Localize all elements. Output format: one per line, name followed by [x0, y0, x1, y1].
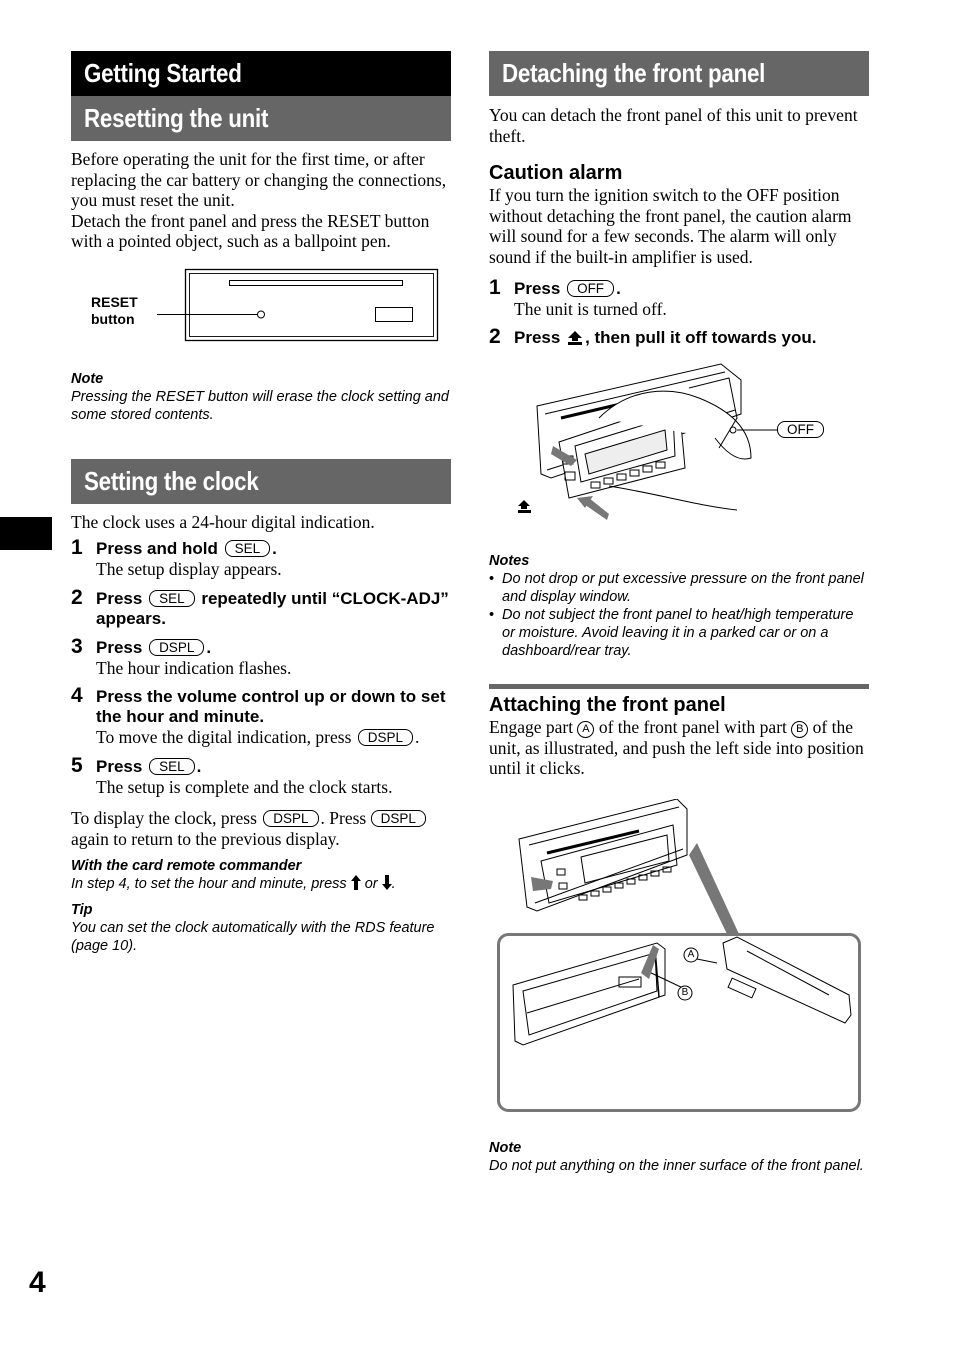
- text: of the unit, as illustrated, and push the left side into position until it clicks.: [489, 716, 864, 778]
- tip-text: You can set the clock automatically with the RDS feature (page 10).: [71, 920, 435, 954]
- reset-label-line2: button: [91, 310, 135, 327]
- clock-step-3: [71, 634, 451, 679]
- step-number: 2: [489, 324, 501, 348]
- dspl-key: DSPL: [149, 639, 204, 656]
- part-b-marker: B: [791, 721, 808, 738]
- section-title-bar: [71, 51, 451, 96]
- step-number: 3: [71, 634, 83, 658]
- chapter-tab: [0, 517, 52, 550]
- text: . Press: [320, 808, 367, 828]
- step-text: To move the digital indication, press: [96, 727, 352, 747]
- off-key-label: OFF: [777, 421, 824, 438]
- step-title: [96, 757, 451, 777]
- dspl-key: DSPL: [358, 729, 413, 746]
- text: of the front panel with part: [598, 716, 787, 737]
- step-text: Press: [96, 637, 143, 657]
- step-title: [514, 328, 869, 348]
- step-number: 5: [71, 753, 83, 777]
- step-title: [96, 589, 451, 629]
- clock-step-1: [71, 536, 451, 580]
- display-clock-text: [71, 808, 451, 849]
- right-column: [489, 51, 869, 1175]
- attach-text: [489, 717, 869, 779]
- sel-key: SEL: [149, 758, 195, 775]
- reset-heading-bar: [71, 96, 451, 141]
- text: In step 4, to set the hour and minute, press: [71, 876, 347, 892]
- release-icon: [567, 330, 583, 346]
- step-title: Press the volume control up or down to set the hour and minute.: [96, 687, 446, 726]
- step-desc: [96, 727, 451, 748]
- attach-illustration: [489, 799, 869, 1119]
- part-a-marker: A: [577, 721, 594, 738]
- reset-heading: Resetting the unit: [84, 103, 269, 133]
- clock-steps: [71, 536, 451, 797]
- detach-figure: [489, 358, 869, 546]
- section-title: Getting Started: [84, 58, 242, 88]
- detach-intro: You can detach the front panel of this unit to prevent theft.: [489, 105, 858, 146]
- step-text: Press: [96, 588, 143, 608]
- attach-heading: Attaching the front panel: [489, 693, 726, 716]
- step-text: .: [272, 539, 277, 558]
- step-title: [96, 539, 451, 559]
- clock-step-2: [71, 585, 451, 629]
- step-text: repeatedly until “CLOCK-ADJ” appears.: [96, 588, 449, 628]
- detach-note-2: • Do not subject the front panel to heat/high temperature or moisture. Avoid leaving it in a parked car or on a dashboard/rear tray.: [489, 606, 869, 660]
- step-title: [96, 638, 451, 658]
- tip-heading: Tip: [71, 902, 93, 918]
- caution-heading: Caution alarm: [489, 162, 623, 184]
- detach-heading-bar: [489, 51, 869, 96]
- unit-front-drawing: [71, 263, 451, 370]
- step-text: .: [616, 279, 621, 298]
- clock-heading: Setting the clock: [84, 465, 259, 496]
- detach-notes-heading: Notes: [489, 552, 530, 569]
- step-text: .: [415, 727, 420, 747]
- step-text: .: [206, 637, 212, 657]
- down-arrow-icon: [382, 875, 392, 890]
- step-text: Press: [514, 327, 561, 347]
- attach-figure: [489, 799, 869, 1119]
- clock-step-4: [71, 684, 451, 748]
- reset-note-text: Pressing the RESET button will erase the clock setting and some stored contents.: [71, 388, 449, 423]
- step-text: , then pull it off towards you.: [585, 327, 817, 347]
- off-label: [777, 421, 824, 440]
- sel-key: SEL: [225, 540, 271, 557]
- step-text: Press: [514, 279, 561, 298]
- step-desc: The hour indication flashes.: [96, 657, 292, 678]
- attach-section: [489, 684, 869, 717]
- step-text: Press and hold: [96, 539, 218, 558]
- figure-label-b: B: [681, 986, 689, 998]
- dspl-key: DSPL: [371, 810, 426, 827]
- left-column: [71, 51, 451, 955]
- caution-text: If you turn the ignition switch to the OFF position without detaching the front panel, the caution alarm will sound for a few seconds. The alarm will only sound if the built-in amplifier is used.: [489, 185, 852, 267]
- remote-text: [71, 875, 451, 893]
- clock-intro: The clock uses a 24-hour digital indication.: [71, 511, 375, 532]
- text: .: [391, 876, 396, 892]
- step-text: .: [196, 756, 202, 776]
- reset-para-2: Detach the front panel and press the RESET button with a pointed object, such as a ballpoint pen.: [71, 210, 430, 251]
- detach-note-1: • Do not drop or put excessive pressure on the front panel and display window.: [489, 570, 869, 606]
- reset-para-1: Before operating the unit for the first time, or after replacing the car battery or changing the connections, you must reset the unit.: [71, 149, 447, 210]
- step-number: 1: [71, 536, 83, 559]
- step-number: 4: [71, 684, 83, 707]
- step-number: 1: [489, 276, 501, 299]
- attach-note-heading: Note: [489, 1139, 522, 1156]
- text: or: [364, 876, 378, 892]
- off-key: OFF: [567, 280, 614, 297]
- detach-heading: Detaching the front panel: [502, 58, 766, 88]
- figure-label-a: A: [687, 948, 695, 960]
- reset-figure: [71, 263, 451, 370]
- step-number: 2: [71, 585, 83, 609]
- detach-step-1: [489, 276, 869, 320]
- detach-illustration: [489, 358, 869, 546]
- clock-heading-bar: [71, 459, 451, 504]
- reset-note-heading: Note: [71, 370, 104, 387]
- text: To display the clock, press: [71, 808, 257, 828]
- up-arrow-icon: [351, 875, 361, 890]
- attach-note-text: Do not put anything on the inner surface of the front panel.: [489, 1157, 864, 1174]
- dspl-key: DSPL: [263, 810, 318, 827]
- text: again to return to the previous display.: [71, 828, 340, 849]
- clock-step-5: [71, 753, 451, 798]
- remote-heading: With the card remote commander: [71, 858, 302, 874]
- sel-key: SEL: [149, 590, 195, 607]
- detach-step-2: [489, 324, 869, 348]
- step-desc: The setup is complete and the clock starts.: [96, 776, 393, 797]
- step-title: [514, 279, 869, 299]
- page-number: 4: [29, 1266, 46, 1299]
- step-text: Press: [96, 756, 143, 776]
- step-desc: The setup display appears.: [96, 559, 282, 579]
- step-desc: The unit is turned off.: [514, 299, 667, 319]
- reset-label-line1: RESET: [91, 293, 138, 310]
- text: Engage part: [489, 716, 574, 737]
